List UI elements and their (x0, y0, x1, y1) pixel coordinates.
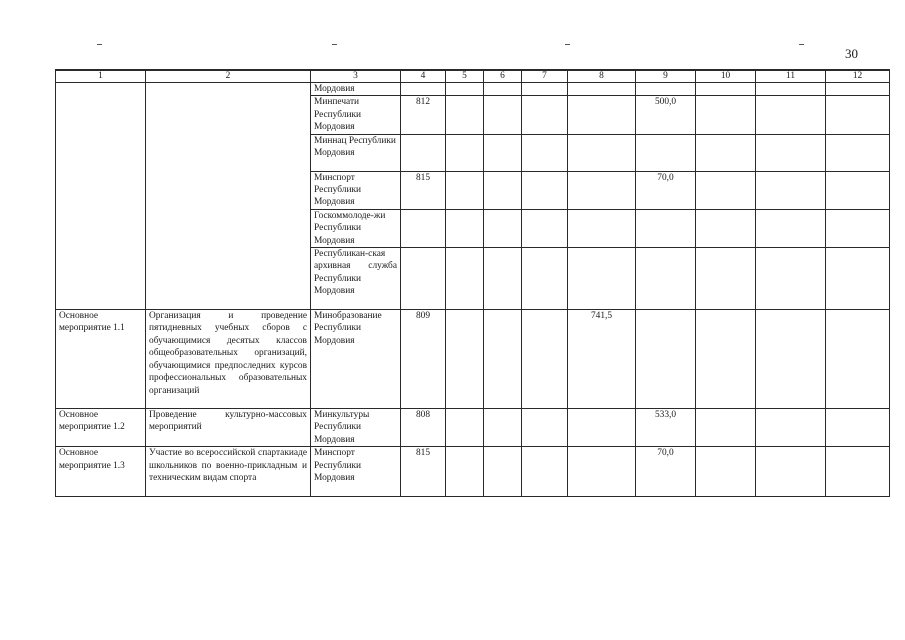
measure-name-cell: Основное мероприятие 1.1 (56, 310, 146, 409)
column-header: 2 (146, 70, 311, 83)
column-header: 3 (311, 70, 401, 83)
col9-cell (636, 83, 696, 96)
executor-cell: Минспорт Республики Мордовия (311, 171, 401, 209)
code-cell: 808 (401, 409, 446, 447)
col8-cell (568, 409, 636, 447)
col8-cell (568, 171, 636, 209)
code-cell: 815 (401, 447, 446, 497)
measure-name-cell (56, 83, 146, 310)
executor-cell: Госкоммолоде-жи Республики Мордовия (311, 209, 401, 247)
table-row (56, 83, 890, 96)
measure-name-cell: Основное мероприятие 1.2 (56, 409, 146, 447)
measure-description-cell: Участие во всероссийской спартакиаде школьников по военно-прикладным и техническим видам спорта (146, 447, 311, 497)
col9-cell: 70,0 (636, 171, 696, 209)
scan-mark (332, 44, 337, 45)
code-cell: 812 (401, 96, 446, 134)
code-cell (401, 83, 446, 96)
measure-description-cell: Проведение культурно-массовых мероприятий (146, 409, 311, 447)
executor-cell: Минпечати Республики Мордовия (311, 96, 401, 134)
col9-cell: 70,0 (636, 447, 696, 497)
program-table (55, 69, 890, 497)
table-row (56, 310, 890, 409)
col8-cell (568, 248, 636, 310)
column-header: 4 (401, 70, 446, 83)
code-cell: 809 (401, 310, 446, 409)
table-row (56, 409, 890, 447)
executor-cell: Миннац Республики Мордовия (311, 134, 401, 171)
col9-cell (636, 248, 696, 310)
col8-cell (568, 447, 636, 497)
scan-mark (799, 44, 804, 45)
column-header: 7 (522, 70, 568, 83)
column-header: 10 (696, 70, 756, 83)
executor-cell: Минобразование Республики Мордовия (311, 310, 401, 409)
code-cell (401, 248, 446, 310)
column-header: 5 (446, 70, 484, 83)
column-header: 9 (636, 70, 696, 83)
scan-mark (565, 44, 570, 45)
measure-name-cell: Основное мероприятие 1.3 (56, 447, 146, 497)
column-header: 12 (826, 70, 890, 83)
col8-cell (568, 209, 636, 247)
col9-cell (636, 310, 696, 409)
measure-description-cell: Организация и проведение пятидневных учебных сборов с обучающимися десятых классов общеобразовательных организаций, обучающимися предпоследних курсов профессиональных образовательных организаций (146, 310, 311, 409)
executor-cell: Республикан-ская архивная служба Республики Мордовия (311, 248, 401, 310)
code-cell: 815 (401, 171, 446, 209)
col8-cell: 741,5 (568, 310, 636, 409)
code-cell (401, 209, 446, 247)
col8-cell (568, 96, 636, 134)
measure-description-cell (146, 83, 311, 310)
column-header: 6 (484, 70, 522, 83)
column-number-row (56, 70, 890, 83)
executor-cell: Минспорт Республики Мордовия (311, 447, 401, 497)
scan-mark (97, 44, 102, 45)
col9-cell: 500,0 (636, 96, 696, 134)
page-number: 30 (845, 46, 858, 61)
column-header: 8 (568, 70, 636, 83)
column-header: 11 (756, 70, 826, 83)
code-cell (401, 134, 446, 171)
col8-cell (568, 83, 636, 96)
executor-cell: Мордовия (311, 83, 401, 96)
column-header: 1 (56, 70, 146, 83)
table-row (56, 447, 890, 497)
executor-cell: Минкультуры Республики Мордовия (311, 409, 401, 447)
col8-cell (568, 134, 636, 171)
col9-cell (636, 209, 696, 247)
col9-cell (636, 134, 696, 171)
col9-cell: 533,0 (636, 409, 696, 447)
